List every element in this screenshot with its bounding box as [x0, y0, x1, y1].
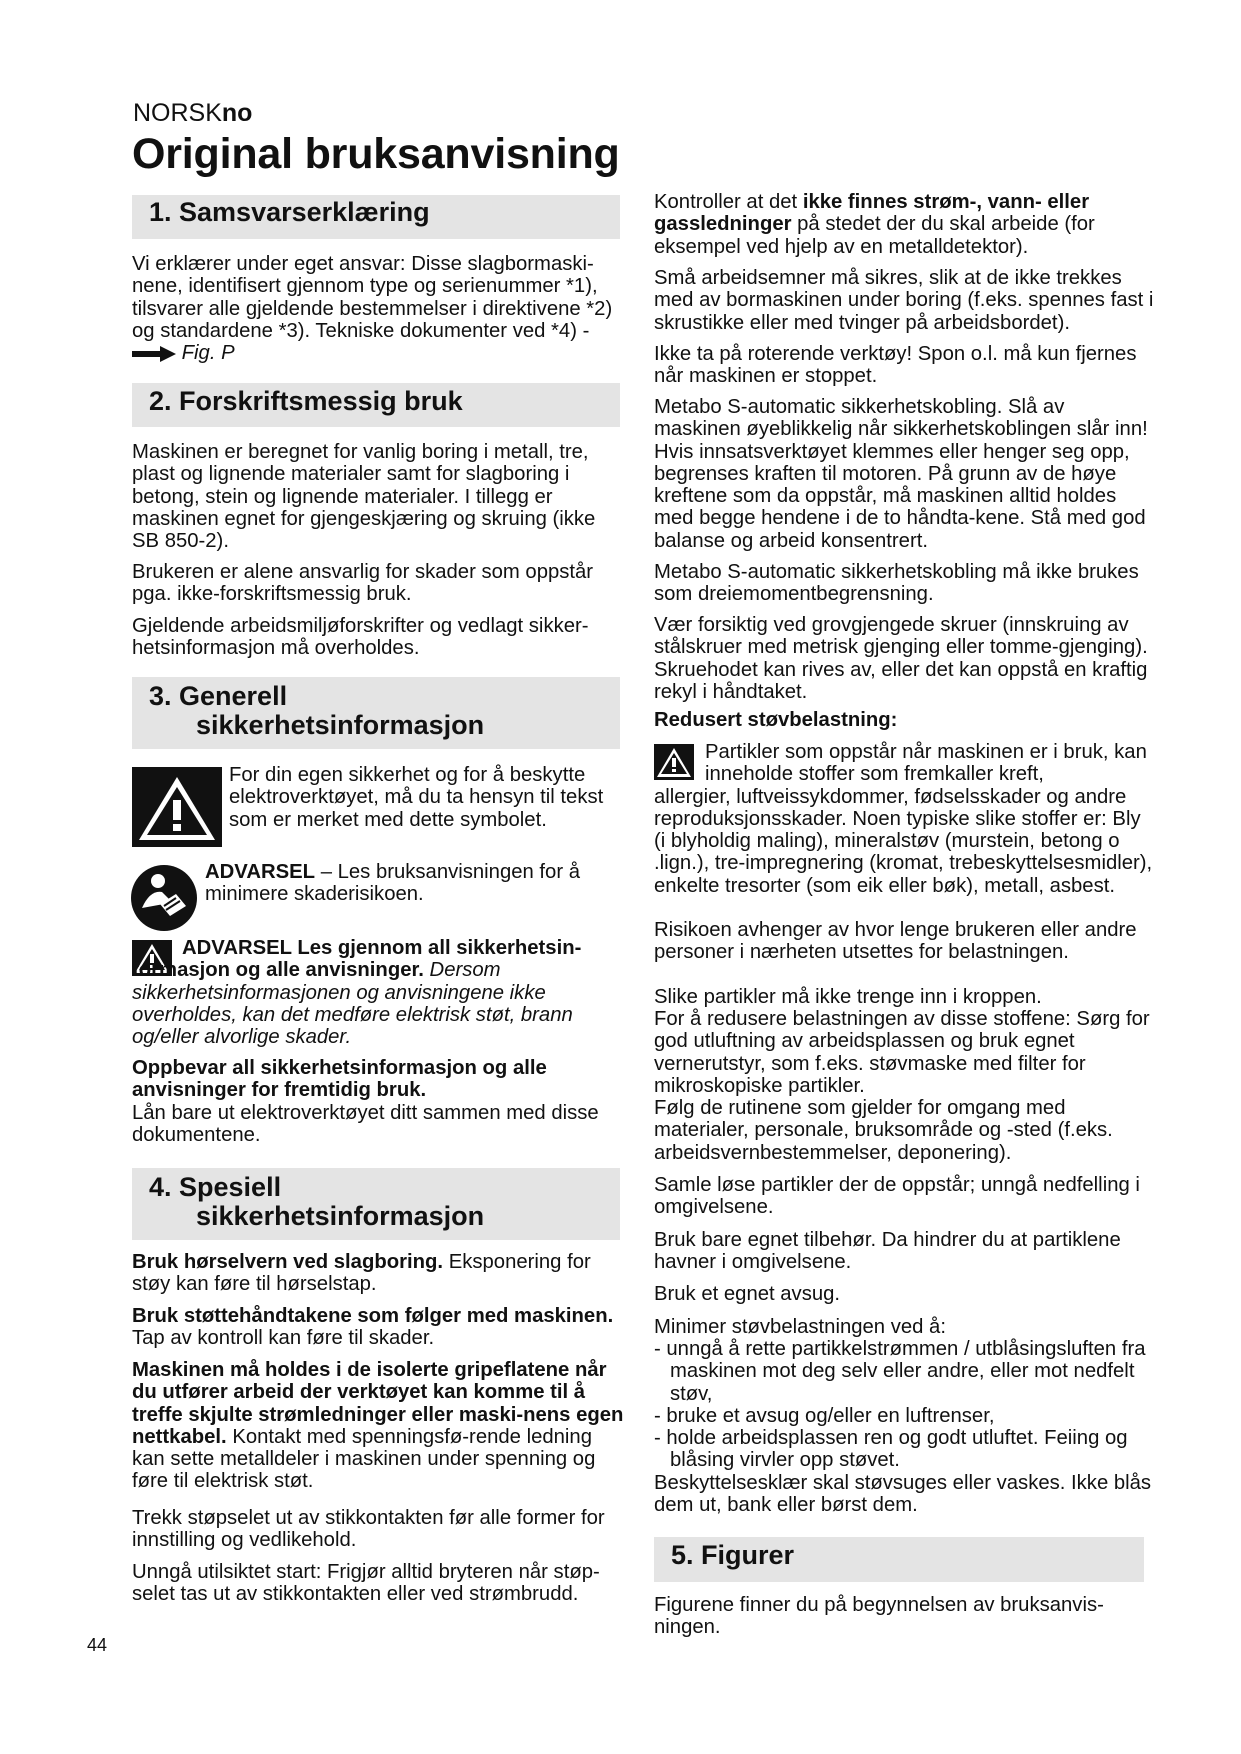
- dust-heading: Redusert støvbelastning:: [654, 709, 898, 731]
- read-manual-warning: ADVARSEL – Les bruksanvisningen for å minimere skaderisikoen.: [205, 861, 581, 906]
- insulated-grip-text: Maskinen må holdes i de isolerte gripeflatene når du utfører arbeid der verktøyet kan komme til å treffe skjulte strømledninger eller maski-nens egen nettkabel. Kontakt med spenningsfø-rende ledning kan sette metalldeler i maskinen under spenning og føre til elektrisk støt.: [132, 1359, 624, 1493]
- hidden-lines-text: Kontroller at det ikke finnes strøm-, vann- eller gassledninger på stedet der du skal arbeide (for eksempel ved hjelp av en metalldetektor).: [654, 191, 1095, 258]
- risk-text: Risikoen avhenger av hvor lenge brukeren eller andre personer i nærheten utsettes for belastningen.: [654, 919, 1137, 964]
- declaration-text: Vi erklærer under eget ansvar: Disse slagbormaski-nene, identifisert gjennom type og serienummer *1), tilsvarer alle gjeldende bestemmelser i direktivene *2) og standardene *3). Tekniske dokumenter ved *4) - Fig. P: [132, 253, 613, 365]
- coarse-thread-text: Vær forsiktig ved grovgjengede skruer (innskruing av stålskruer med metrisk gjenging eller tomme-gjenging). Skruehodet kan rives av, eller det kan oppstå en kraftig rekyl i håndtaket.: [654, 614, 1148, 703]
- section-heading-2: 2. Forskriftsmessig bruk: [132, 383, 620, 427]
- dust-warning-text: Partikler som oppstår når maskinen er i bruk, kan inneholde stoffer som fremkaller kreft, allergier, luftveissykdommer, fødselsskader og andre reproduksjonsskader. Noen typiske slike stoffer er: Bly (i blyholdig maling), mineralstøv (murstein, betong o .lign.), tre-impregnering (kromat, trebeskyttelsesmidler), enkelte tresorter (som eik eller bøk), metall, asbest.: [654, 741, 1153, 897]
- section-heading-3: 3. Generell sikkerhetsinformasjon: [132, 677, 620, 749]
- language-name: NORSK: [133, 99, 222, 127]
- collect-particles-text: Samle løse partikler der de oppstår; unngå nedfelling i omgivelsene.: [654, 1174, 1140, 1219]
- rotating-tool-text: Ikke ta på roterende verktøy! Spon o.l. må kun fjernes når maskinen er stoppet.: [654, 343, 1137, 388]
- read-manual-icon: [130, 864, 198, 932]
- unintended-start-text: Unngå utilsiktet start: Frigjør alltid bryteren når støp-selet tas ut av stikkontakten eller ved strømbrudd.: [132, 1561, 600, 1606]
- reduce-load-text: For å redusere belastningen av disse stoffene: Sørg for god utluftning av arbeidsplassen og bruk egnet vernerutstyr, som f.eks. støvmaske med filter for mikroskopiske partikler.: [654, 1008, 1150, 1097]
- intended-use-text: Maskinen er beregnet for vanlig boring i metall, tre, plast og lignende materialer samt for slagboring i betong, stein og lignende materialer. I tillegg er maskinen egnet for gjengeskjæring og skruing (ikke SB 850-2).: [132, 441, 596, 553]
- safety-symbol-text: For din egen sikkerhet og for å beskytte elektroverktøyet, må du ta hensyn til tekst som er merket med dette symbolet.: [229, 764, 604, 831]
- section-heading-5: 5. Figurer: [654, 1537, 1144, 1582]
- protective-clothing-text: Beskyttelsesklær skal støvsuges eller vaskes. Ikke blås dem ut, bank eller børst dem.: [654, 1472, 1152, 1517]
- list-item: - bruke et avsug og/eller en luftrenser,: [654, 1405, 995, 1427]
- list-item: - unngå å rette partikkelstrømmen / utblåsingsluften fra maskinen mot deg selv eller andre, eller mot nedfelt støv,: [654, 1338, 1146, 1405]
- page-title: Original bruksanvisning: [132, 130, 620, 178]
- keep-instructions-text: Oppbevar all sikkerhetsinformasjon og alle anvisninger for fremtidig bruk. Lån bare ut elektroverktøyet ditt sammen med disse dokumentene.: [132, 1057, 599, 1146]
- language-code: no: [221, 99, 253, 127]
- minimize-dust-text: Minimer støvbelastningen ved å:: [654, 1316, 946, 1338]
- hearing-protection-text: Bruk hørselvern ved slagboring. Eksponering for støy kan føre til hørselstap.: [132, 1251, 591, 1296]
- list-item: - holde arbeidsplassen ren og godt utluftet. Feiing og blåsing virvler opp støvet.: [654, 1427, 1128, 1472]
- page-number: 44: [87, 1635, 108, 1655]
- language-label: [133, 98, 252, 128]
- body-entry-text: Slike partikler må ikke trenge inn i kroppen.: [654, 986, 1042, 1008]
- secure-workpiece-text: Små arbeidsemner må sikres, slik at de ikke trekkes med av bormaskinen under boring (f.eks. spennes fast i skrustikke eller med tvinger på arbeidsbordet).: [654, 267, 1154, 334]
- figure-reference: Fig. P: [181, 342, 235, 365]
- routines-text: Følg de rutinene som gjelder for omgang med materialer, personale, bruksområde og -sted (f.eks. arbeidsvernbestemmelser, deponering).: [654, 1097, 1113, 1164]
- section-heading-4: 4. Spesiell sikkerhetsinformasjon: [132, 1168, 620, 1240]
- section-heading-1: 1. Samsvarserklæring: [132, 195, 620, 239]
- safety-clutch-text: Metabo S-automatic sikkerhetskobling. Slå av maskinen øyeblikkelig når sikkerhetskoblingen slår inn! Hvis innsatsverktøyet klemmes eller henger seg opp, begrenses kraften til motoren. På grunn av de høye kreftene som da oppstår, må maskinen alltid holdes med begge hendene i de to håndta-kene. Stå med god balanse og arbeid konsentrert.: [654, 396, 1148, 552]
- extraction-text: Bruk et egnet avsug.: [654, 1283, 841, 1305]
- liability-text: Brukeren er alene ansvarlig for skader som oppstår pga. ikke-forskriftsmessig bruk.: [132, 561, 594, 606]
- unplug-text: Trekk støpselet ut av stikkontakten før alle former for innstilling og vedlikehold.: [132, 1507, 605, 1552]
- handles-text: Bruk støttehåndtakene som følger med maskinen. Tap av kontroll kan føre til skader.: [132, 1305, 614, 1350]
- accessories-text: Bruk bare egnet tilbehør. Da hindrer du at partiklene havner i omgivelsene.: [654, 1229, 1121, 1274]
- clutch-not-limiter-text: Metabo S-automatic sikkerhetskobling må ikke brukes som dreiemomentbegrensning.: [654, 561, 1139, 606]
- warning-triangle-icon: [132, 767, 222, 847]
- read-all-warning: ADVARSEL Les gjennom all sikkerhetsin-formasjon og alle anvisninger. Dersom sikkerhetsinformasjonen og anvisningene ikke overholdes, kan det medføre elektrisk støt, brann og/eller alvorlige skader.: [132, 937, 582, 1049]
- arrow-right-icon: [132, 346, 176, 362]
- figures-text: Figurene finner du på begynnelsen av bruksanvis-ningen.: [654, 1594, 1104, 1639]
- regulations-text: Gjeldende arbeidsmiljøforskrifter og vedlagt sikker-hetsinformasjon må overholdes.: [132, 615, 589, 660]
